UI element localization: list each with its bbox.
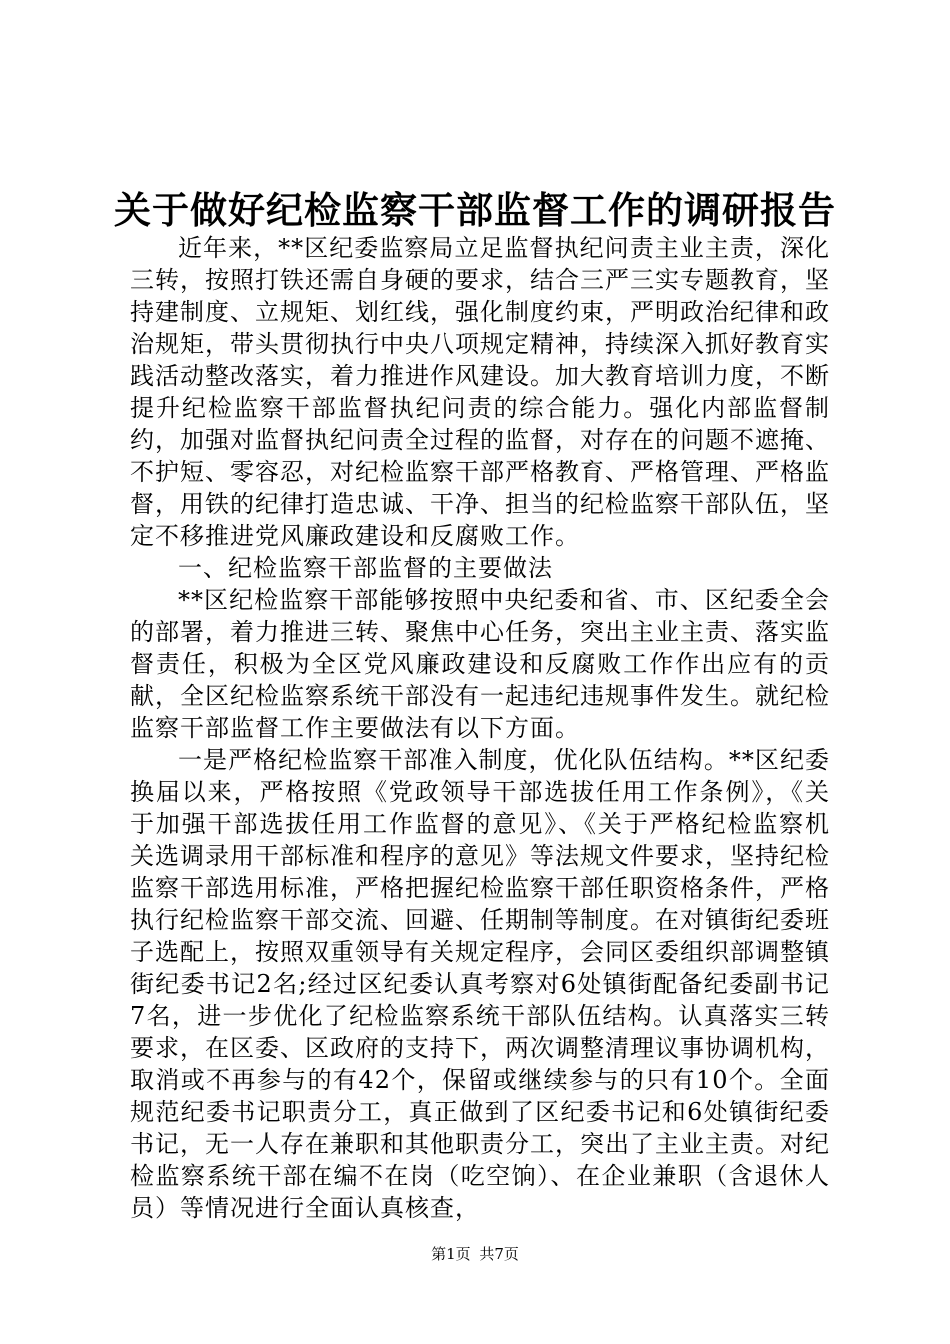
page-total: 共7页: [479, 1245, 519, 1263]
paragraph-intro: 近年来，**区纪委监察局立足监督执纪问责主业主责，深化三转，按照打铁还需自身硬的要求，结合三严三实专题教育，坚持建制度、立规矩、划红线，强化制度约束，严明政治纪律和政治规矩，带头贯彻执行中央八项规定精神，持续深入抓好教育实践活动整改落实，着力推进作风建设。加大教育培训力度，不断提升纪检监察干部监督执纪问责的综合能力。强化内部监督制约，加强对监督执纪问责全过程的监督，对存在的问题不遮掩、不护短、零容忍，对纪检监察干部严格教育、严格管理、严格监督，用铁的纪律打造忠诚、干净、担当的纪检监察干部队伍，坚定不移推进党风廉政建设和反腐败工作。: [130, 234, 830, 550]
paragraph-overview: **区纪检监察干部能够按照中央纪委和省、市、区纪委全会的部署，着力推进三转、聚焦中心任务，突出主业主责、落实监督责任，积极为全区党风廉政建设和反腐败工作作出应有的贡献，全区纪检监察系统干部没有一起违纪违规事件发生。就纪检监察干部监督工作主要做法有以下方面。: [130, 586, 830, 742]
paragraph-point-one: 一是严格纪检监察干部准入制度，优化队伍结构。**区纪委换届以来，严格按照《党政领导干部选拔任用工作条例》，《关于加强干部选拔任用工作监督的意见》、《关于严格纪检监察机关选调录用干部标准和程序的意见》等法规文件要求，坚持纪检监察干部选用标准，严格把握纪检监察干部任职资格条件，严格执行纪检监察干部交流、回避、任期制等制度。在对镇街纪委班子选配上，按照双重领导有关规定程序，会同区委组织部调整镇街纪委书记2名;经过区纪委认真考察对6处镇街配备纪委副书记7名，进一步优化了纪检监察系统干部队伍结构。认真落实三转要求，在区委、区政府的支持下，两次调整清理议事协调机构，取消或不再参与的有42个，保留或继续参与的只有10个。全面规范纪委书记职责分工，真正做到了区纪委书记和6处镇街纪委书记，无一人存在兼职和其他职责分工，突出了主业主责。对纪检监察系统干部在编不在岗（吃空饷）、在企业兼职（含退休人员）等情况进行全面认真核查，: [130, 746, 830, 1222]
section-heading: 一、纪检监察干部监督的主要做法: [178, 554, 553, 582]
document-body: [130, 232, 830, 1224]
page-footer: [0, 1244, 950, 1264]
document-title: 关于做好纪检监察干部监督工作的调研报告: [114, 188, 836, 232]
page-number: 第1页: [431, 1245, 471, 1263]
